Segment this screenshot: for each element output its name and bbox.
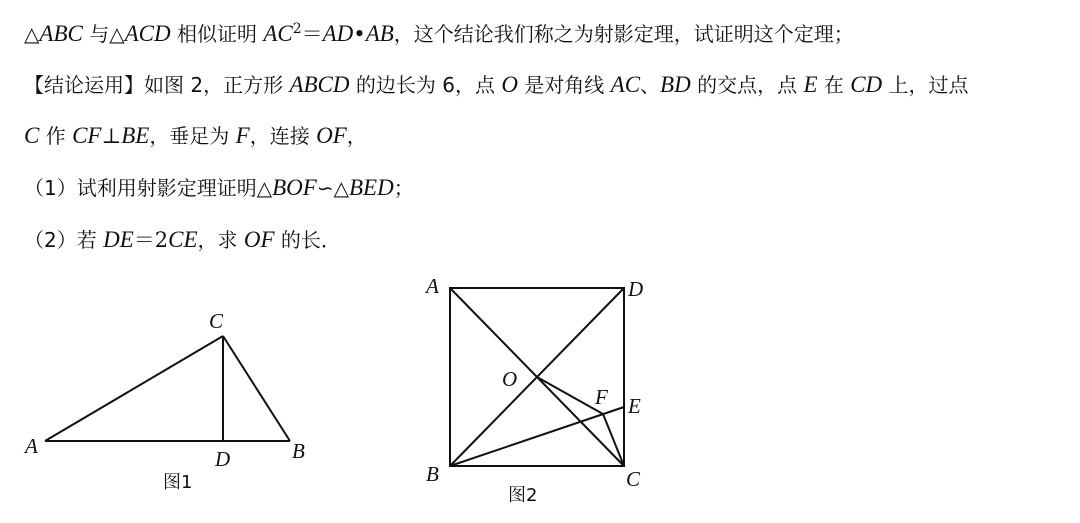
fig1-caption: 图1 [163,472,193,493]
segment-cb [223,336,290,441]
text-span: 在 [817,73,851,97]
math-o: O [501,72,518,97]
equals-sign: ＝ [301,22,323,46]
text-span: ，垂足为 [149,124,236,148]
triangle-symbol: △ [24,22,40,46]
text-span: ，这个结论我们称之为射影定理，试证明这个定理； [393,22,854,46]
text-span: ＝2 [133,228,169,252]
math-be: BE [121,123,150,148]
math-e: E [803,72,818,97]
text-span: 、 [640,73,661,97]
fig2-label-e: E [628,394,641,418]
text-span: 与△ [82,22,125,46]
fig2-label-o: O [502,367,518,391]
math-cd: CD [850,72,883,97]
math-acd: ACD [124,21,171,46]
fig2-caption: 图2 [508,485,538,506]
math-ce: CE [168,227,198,252]
fig1-label-d: D [215,447,231,471]
text-span: 上，过点 [882,73,969,97]
math-ad: AD [322,21,354,46]
text-span: （2）若 [24,228,104,252]
text-span: 是对角线 [517,73,611,97]
fig2-label-a: A [426,274,439,298]
fig1-label-b: B [292,439,305,463]
text-span: ，求 [197,228,244,252]
similar-symbol: ∽△ [316,176,349,200]
text-span: （1）试利用射影定理证明△ [24,176,273,200]
math-bd: BD [660,72,691,97]
text-span: 相似证明 [170,22,264,46]
math-abcd: ABCD [289,72,350,97]
fig2-label-b: B [426,462,439,486]
figure-1 [45,336,290,441]
segment-of [537,377,603,414]
figure-2 [450,288,624,466]
text-span: 的长． [274,228,341,252]
segment-ac [45,336,223,441]
text-span: 【结论运用】如图 2，正方形 [24,73,290,97]
fig2-label-f: F [595,385,608,409]
text-span: ， [346,124,367,148]
text-span: 的边长为 6，点 [349,73,502,97]
fig2-label-d: D [628,277,644,301]
fig2-label-c: C [626,467,641,491]
text-span: 的交点，点 [690,73,804,97]
math-of: OF [316,123,347,148]
bullet-dot: • [353,22,366,46]
text-span: ； [393,176,414,200]
math-de: DE [103,227,134,252]
math-of: OF [243,227,275,252]
math-c: C [24,123,40,148]
math-bof: BOF [272,175,317,200]
math-bed: BED [348,175,394,200]
segment-cf [603,414,624,466]
segment-be [450,407,624,466]
math-abc: ABC [39,21,83,46]
math-ac: AC [263,21,293,46]
math-ac: AC [610,72,641,97]
fig1-label-c: C [209,309,224,333]
text-span: 作 [39,124,73,148]
math-ab: AB [365,21,394,46]
fig1-label-a: A [25,434,38,458]
text-span: ，连接 [249,124,317,148]
math-f: F [235,123,250,148]
math-cf: CF [72,123,102,148]
perpendicular-symbol: ⊥ [101,124,122,148]
math-exponent: 2 [292,21,302,37]
